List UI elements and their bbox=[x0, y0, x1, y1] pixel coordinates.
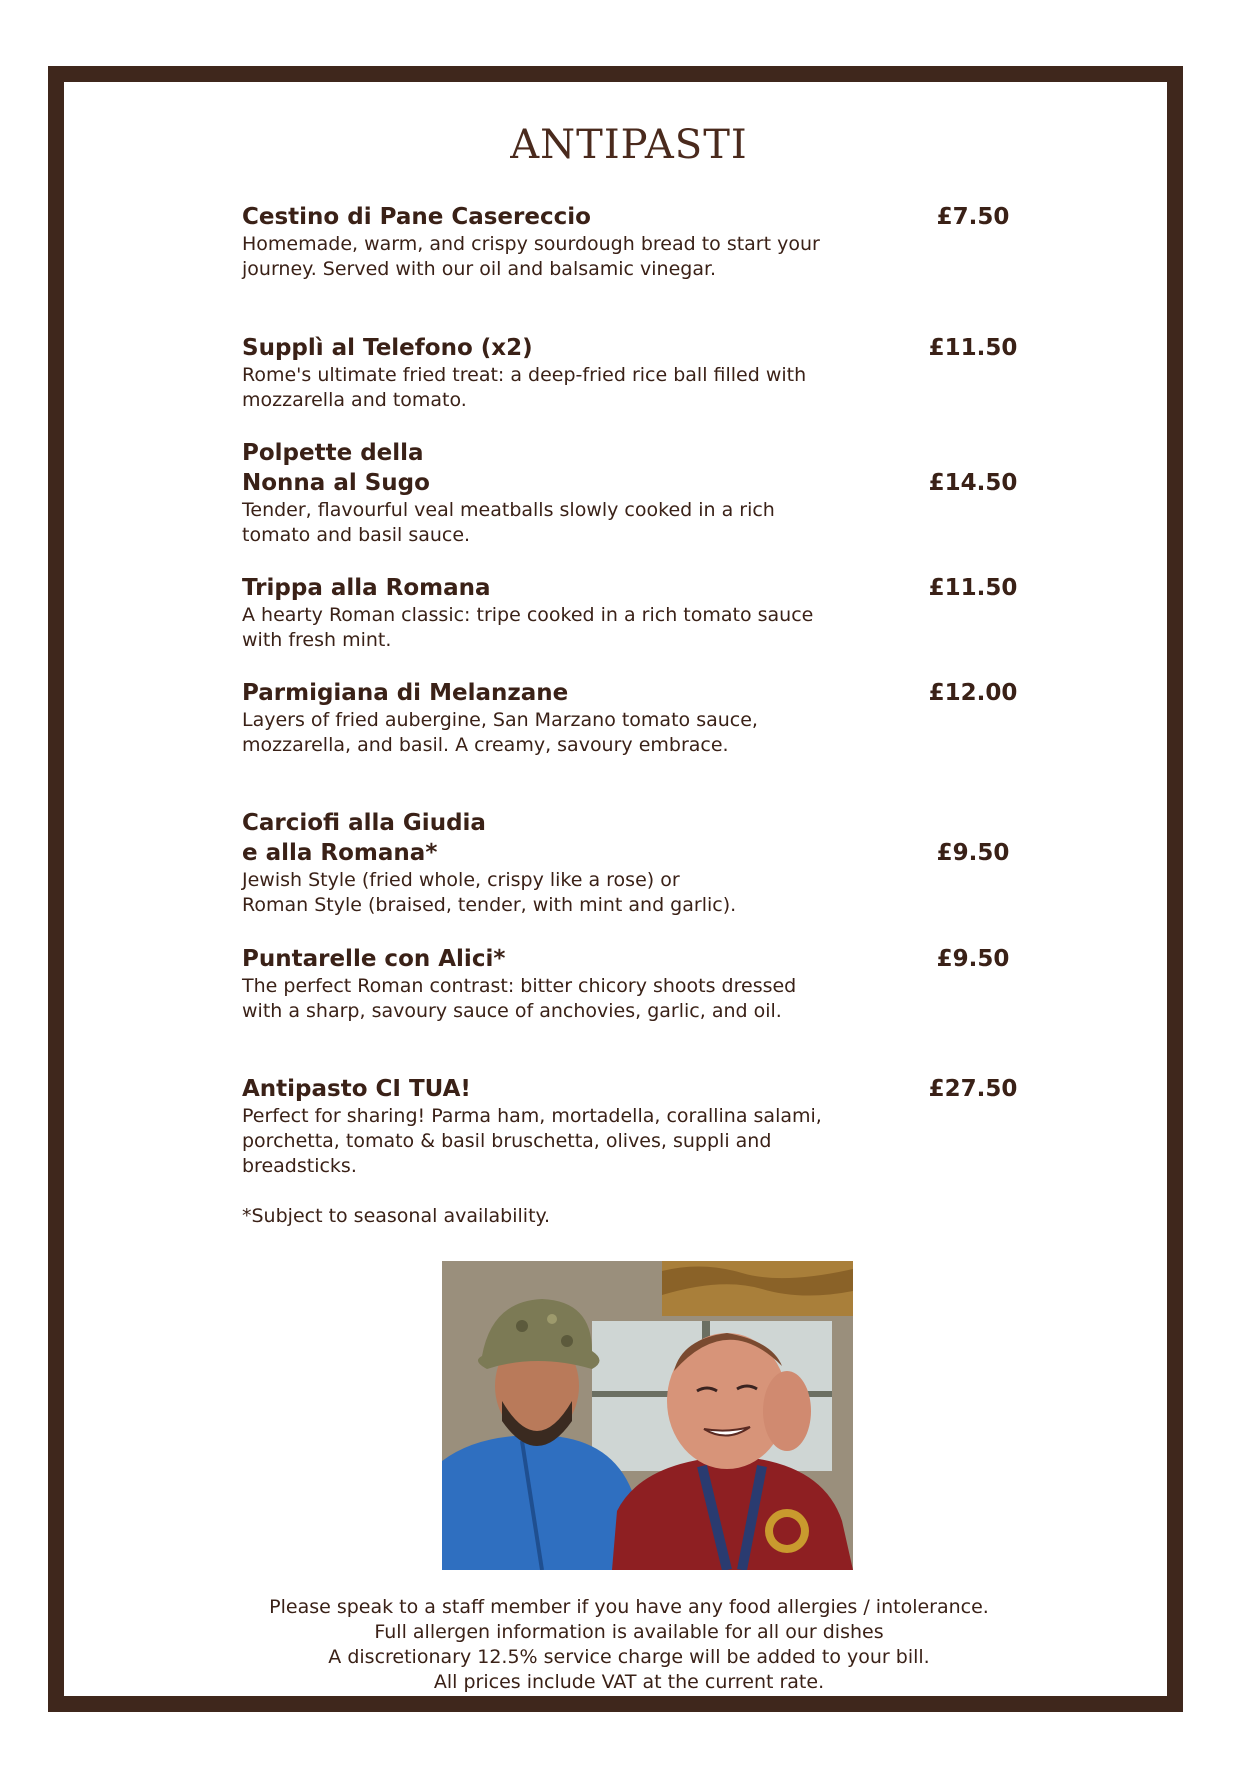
menu-item-carciofi bbox=[242, 808, 1022, 918]
item-name-line-2: Nonna al Sugo bbox=[242, 470, 430, 496]
footer-info bbox=[0, 1595, 1258, 1695]
item-name: Trippa alla Romana bbox=[242, 575, 491, 601]
item-name: Puntarelle con Alici* bbox=[242, 946, 506, 972]
menu-item-trippa bbox=[242, 573, 1022, 653]
item-description: The perfect Roman contrast: bitter chicory shoots dressed with a sharp, savoury sauce of anchovies, garlic, and oil. bbox=[242, 975, 797, 1022]
item-name: Parmigiana di Melanzane bbox=[242, 680, 569, 706]
menu-item-suppli bbox=[242, 333, 1022, 413]
item-name: Supplì al Telefono (x2) bbox=[242, 335, 533, 361]
item-name: Cestino di Pane Casereccio bbox=[242, 204, 591, 230]
service-charge-notice: A discretionary 12.5% service charge will be added to your bill. bbox=[328, 1646, 930, 1668]
allergen-info-notice: Full allergen information is available for all our dishes bbox=[374, 1621, 884, 1643]
item-price: £27.50 bbox=[928, 1076, 1018, 1102]
item-description: Perfect for sharing! Parma ham, mortadella, corallina salami, porchetta, tomato & basil bruschetta, olives, suppli and breadsticks. bbox=[242, 1105, 822, 1177]
availability-note: *Subject to seasonal availability. bbox=[242, 1205, 551, 1227]
menu-item-antipasto-ci-tua bbox=[242, 1074, 1022, 1179]
item-price: £11.50 bbox=[928, 575, 1018, 601]
film-still-photo bbox=[442, 1261, 853, 1570]
item-description: Layers of fried aubergine, San Marzano tomato sauce, mozzarella, and basil. A creamy, savoury embrace. bbox=[242, 709, 758, 756]
item-name-line-1: Carciofi alla Giudia bbox=[242, 810, 486, 836]
menu-item-cestino bbox=[242, 202, 1022, 282]
item-description-line-1: Jewish Style (fried whole, crispy like a rose) or bbox=[242, 869, 680, 891]
item-price: £11.50 bbox=[928, 335, 1018, 361]
item-description-line-2: Roman Style (braised, tender, with mint and garlic). bbox=[242, 894, 737, 916]
item-description: Rome's ultimate fried treat: a deep-fried rice ball filled with mozzarella and tomato. bbox=[242, 364, 807, 411]
menu-item-parmigiana bbox=[242, 678, 1022, 758]
menu-item-polpette bbox=[242, 438, 1022, 548]
item-description: Tender, flavourful veal meatballs slowly cooked in a rich tomato and basil sauce. bbox=[242, 499, 775, 546]
item-name: Antipasto CI TUA! bbox=[242, 1076, 471, 1102]
item-name-line-2: e alla Romana* bbox=[242, 840, 438, 866]
item-price: £12.00 bbox=[928, 680, 1018, 706]
menu-title: ANTIPASTI bbox=[510, 122, 748, 168]
vat-notice: All prices include VAT at the current rate. bbox=[433, 1671, 825, 1693]
item-name-line-1: Polpette della bbox=[242, 440, 424, 466]
item-description: Homemade, warm, and crispy sourdough bread to start your journey. Served with our oil and balsamic vinegar. bbox=[242, 233, 820, 280]
item-price: £9.50 bbox=[936, 840, 1010, 866]
item-price: £14.50 bbox=[928, 470, 1018, 496]
item-price: £9.50 bbox=[936, 946, 1010, 972]
item-description: A hearty Roman classic: tripe cooked in a rich tomato sauce with fresh mint. bbox=[242, 604, 814, 651]
item-price: £7.50 bbox=[936, 204, 1010, 230]
allergy-notice: Please speak to a staff member if you have any food allergies / intolerance. bbox=[269, 1596, 989, 1618]
menu-item-puntarelle bbox=[242, 944, 1022, 1024]
